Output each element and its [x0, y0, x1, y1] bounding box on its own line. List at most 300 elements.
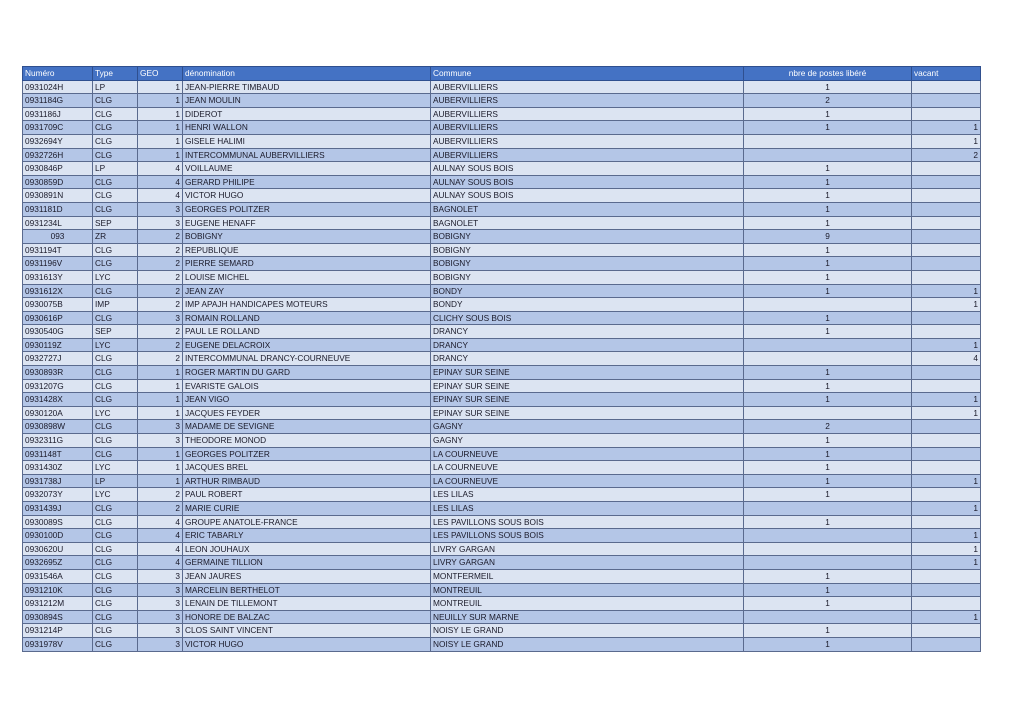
cell-postes: 1 — [744, 474, 912, 488]
cell-vacant — [912, 447, 981, 461]
cell-vacant — [912, 189, 981, 203]
cell-geo: 1 — [138, 121, 183, 135]
table-row — [23, 610, 981, 624]
cell-type: CLG — [93, 556, 138, 570]
cell-postes: 1 — [744, 162, 912, 176]
cell-vacant: 1 — [912, 556, 981, 570]
cell-type: LP — [93, 162, 138, 176]
cell-numero: 0931196V — [23, 257, 93, 271]
cell-denomination: PAUL LE ROLLAND — [183, 325, 431, 339]
cell-commune: DRANCY — [431, 325, 744, 339]
table-row — [23, 338, 981, 352]
cell-vacant — [912, 107, 981, 121]
cell-numero: 0930620U — [23, 542, 93, 556]
cell-denomination: VICTOR HUGO — [183, 189, 431, 203]
cell-commune: BOBIGNY — [431, 243, 744, 257]
cell-numero: 0930616P — [23, 311, 93, 325]
cell-postes — [744, 529, 912, 543]
cell-numero: 0931234L — [23, 216, 93, 230]
cell-commune: BAGNOLET — [431, 216, 744, 230]
cell-commune: EPINAY SUR SEINE — [431, 366, 744, 380]
cell-denomination: MADAME DE SEVIGNE — [183, 420, 431, 434]
cell-numero: 0930891N — [23, 189, 93, 203]
cell-vacant — [912, 420, 981, 434]
cell-postes: 1 — [744, 216, 912, 230]
cell-numero: 0931612X — [23, 284, 93, 298]
cell-denomination: INTERCOMMUNAL DRANCY-COURNEUVE — [183, 352, 431, 366]
table-row — [23, 257, 981, 271]
cell-vacant — [912, 325, 981, 339]
table-row — [23, 107, 981, 121]
cell-commune: EPINAY SUR SEINE — [431, 379, 744, 393]
cell-postes: 1 — [744, 447, 912, 461]
cell-type: CLG — [93, 379, 138, 393]
cell-commune: AULNAY SOUS BOIS — [431, 189, 744, 203]
cell-type: CLG — [93, 434, 138, 448]
cell-geo: 2 — [138, 502, 183, 516]
cell-postes: 1 — [744, 175, 912, 189]
cell-numero: 093 — [23, 230, 93, 244]
cell-postes: 1 — [744, 284, 912, 298]
cell-vacant — [912, 175, 981, 189]
cell-geo: 3 — [138, 583, 183, 597]
cell-commune: BONDY — [431, 298, 744, 312]
table-row — [23, 529, 981, 543]
cell-postes: 2 — [744, 94, 912, 108]
cell-denomination: JEAN VIGO — [183, 393, 431, 407]
cell-numero: 0930846P — [23, 162, 93, 176]
cell-denomination: THEODORE MONOD — [183, 434, 431, 448]
cell-postes: 1 — [744, 515, 912, 529]
cell-type: ZR — [93, 230, 138, 244]
cell-postes: 1 — [744, 107, 912, 121]
cell-type: CLG — [93, 311, 138, 325]
cell-postes: 1 — [744, 461, 912, 475]
cell-vacant — [912, 243, 981, 257]
cell-denomination: HENRI WALLON — [183, 121, 431, 135]
cell-type: CLG — [93, 610, 138, 624]
table-row — [23, 80, 981, 94]
cell-numero: 0930898W — [23, 420, 93, 434]
cell-geo: 1 — [138, 379, 183, 393]
cell-vacant — [912, 311, 981, 325]
cell-denomination: LENAIN DE TILLEMONT — [183, 597, 431, 611]
table-row — [23, 121, 981, 135]
cell-type: LYC — [93, 406, 138, 420]
cell-type: CLG — [93, 583, 138, 597]
cell-postes — [744, 406, 912, 420]
cell-commune: AUBERVILLIERS — [431, 121, 744, 135]
cell-denomination: GERARD PHILIPE — [183, 175, 431, 189]
cell-numero: 0930089S — [23, 515, 93, 529]
cell-numero: 0930100D — [23, 529, 93, 543]
cell-denomination: JEAN JAURES — [183, 569, 431, 583]
table-header — [23, 67, 981, 81]
cell-vacant — [912, 569, 981, 583]
cell-geo: 2 — [138, 230, 183, 244]
cell-type: CLG — [93, 515, 138, 529]
cell-vacant — [912, 515, 981, 529]
table-row — [23, 189, 981, 203]
table-row — [23, 94, 981, 108]
table-row — [23, 488, 981, 502]
cell-postes: 1 — [744, 257, 912, 271]
cell-geo: 1 — [138, 461, 183, 475]
table-row — [23, 556, 981, 570]
table-row — [23, 216, 981, 230]
cell-commune: BOBIGNY — [431, 270, 744, 284]
cell-commune: MONTREUIL — [431, 583, 744, 597]
cell-commune: LES PAVILLONS SOUS BOIS — [431, 529, 744, 543]
cell-vacant: 2 — [912, 148, 981, 162]
cell-type: CLG — [93, 529, 138, 543]
table-row — [23, 148, 981, 162]
cell-type: CLG — [93, 94, 138, 108]
cell-vacant: 1 — [912, 298, 981, 312]
header-geo: GEO — [138, 67, 183, 81]
cell-geo: 4 — [138, 189, 183, 203]
cell-denomination: JACQUES FEYDER — [183, 406, 431, 420]
cell-numero: 0930075B — [23, 298, 93, 312]
cell-vacant: 1 — [912, 474, 981, 488]
cell-numero: 0931210K — [23, 583, 93, 597]
cell-vacant — [912, 216, 981, 230]
cell-vacant: 1 — [912, 134, 981, 148]
table-row — [23, 597, 981, 611]
table-row — [23, 379, 981, 393]
cell-type: LYC — [93, 338, 138, 352]
cell-numero: 0931212M — [23, 597, 93, 611]
cell-geo: 2 — [138, 352, 183, 366]
cell-vacant — [912, 624, 981, 638]
cell-commune: EPINAY SUR SEINE — [431, 393, 744, 407]
cell-type: CLG — [93, 502, 138, 516]
header-denomination: dénomination — [183, 67, 431, 81]
cell-type: CLG — [93, 393, 138, 407]
cell-denomination: BOBIGNY — [183, 230, 431, 244]
cell-postes: 1 — [744, 189, 912, 203]
cell-postes: 1 — [744, 393, 912, 407]
cell-vacant — [912, 230, 981, 244]
cell-numero: 0931186J — [23, 107, 93, 121]
cell-vacant — [912, 488, 981, 502]
cell-vacant — [912, 583, 981, 597]
cell-geo: 1 — [138, 366, 183, 380]
cell-postes: 9 — [744, 230, 912, 244]
cell-commune: BOBIGNY — [431, 257, 744, 271]
cell-type: CLG — [93, 352, 138, 366]
cell-denomination: INTERCOMMUNAL AUBERVILLIERS — [183, 148, 431, 162]
table-row — [23, 352, 981, 366]
cell-geo: 1 — [138, 94, 183, 108]
cell-type: CLG — [93, 257, 138, 271]
cell-postes — [744, 352, 912, 366]
cell-postes: 1 — [744, 488, 912, 502]
cell-commune: AUBERVILLIERS — [431, 107, 744, 121]
cell-postes: 1 — [744, 569, 912, 583]
cell-vacant — [912, 461, 981, 475]
cell-commune: LES LILAS — [431, 488, 744, 502]
cell-postes: 1 — [744, 583, 912, 597]
cell-postes: 1 — [744, 325, 912, 339]
cell-commune: LES PAVILLONS SOUS BOIS — [431, 515, 744, 529]
cell-geo: 1 — [138, 80, 183, 94]
table-row — [23, 230, 981, 244]
cell-geo: 4 — [138, 529, 183, 543]
cell-commune: CLICHY SOUS BOIS — [431, 311, 744, 325]
cell-geo: 3 — [138, 597, 183, 611]
cell-numero: 0931613Y — [23, 270, 93, 284]
cell-vacant: 1 — [912, 338, 981, 352]
cell-postes: 1 — [744, 434, 912, 448]
cell-type: SEP — [93, 216, 138, 230]
cell-numero: 0931024H — [23, 80, 93, 94]
cell-type: LP — [93, 80, 138, 94]
cell-numero: 0932311G — [23, 434, 93, 448]
table-row — [23, 434, 981, 448]
cell-numero: 0931181D — [23, 202, 93, 216]
cell-vacant: 1 — [912, 393, 981, 407]
cell-numero: 0930859D — [23, 175, 93, 189]
cell-denomination: LOUISE MICHEL — [183, 270, 431, 284]
cell-geo: 3 — [138, 624, 183, 638]
cell-commune: LIVRY GARGAN — [431, 556, 744, 570]
cell-vacant: 1 — [912, 406, 981, 420]
table-row — [23, 311, 981, 325]
cell-denomination: PIERRE SEMARD — [183, 257, 431, 271]
cell-type: CLG — [93, 624, 138, 638]
cell-geo: 3 — [138, 610, 183, 624]
cell-denomination: CLOS SAINT VINCENT — [183, 624, 431, 638]
cell-geo: 1 — [138, 134, 183, 148]
cell-vacant: 1 — [912, 502, 981, 516]
table-row — [23, 474, 981, 488]
cell-postes: 1 — [744, 243, 912, 257]
cell-numero: 0931738J — [23, 474, 93, 488]
cell-geo: 3 — [138, 311, 183, 325]
cell-type: CLG — [93, 134, 138, 148]
cell-vacant — [912, 270, 981, 284]
cell-postes — [744, 148, 912, 162]
cell-numero: 0931439J — [23, 502, 93, 516]
table-row — [23, 447, 981, 461]
cell-numero: 0932727J — [23, 352, 93, 366]
cell-postes — [744, 556, 912, 570]
cell-denomination: HONORE DE BALZAC — [183, 610, 431, 624]
table-row — [23, 406, 981, 420]
cell-denomination: JEAN MOULIN — [183, 94, 431, 108]
cell-numero: 0931546A — [23, 569, 93, 583]
table-row — [23, 502, 981, 516]
cell-type: IMP — [93, 298, 138, 312]
cell-numero: 0931709C — [23, 121, 93, 135]
cell-numero: 0931148T — [23, 447, 93, 461]
header-postes: nbre de postes libéré — [744, 67, 912, 81]
cell-vacant — [912, 379, 981, 393]
cell-postes — [744, 502, 912, 516]
cell-geo: 2 — [138, 270, 183, 284]
cell-denomination: ERIC TABARLY — [183, 529, 431, 543]
cell-denomination: GEORGES POLITZER — [183, 202, 431, 216]
cell-geo: 2 — [138, 325, 183, 339]
cell-vacant: 4 — [912, 352, 981, 366]
table-row — [23, 202, 981, 216]
cell-denomination: GERMAINE TILLION — [183, 556, 431, 570]
cell-commune: LES LILAS — [431, 502, 744, 516]
cell-vacant: 1 — [912, 610, 981, 624]
cell-denomination: ROGER MARTIN DU GARD — [183, 366, 431, 380]
cell-geo: 2 — [138, 257, 183, 271]
cell-geo: 3 — [138, 637, 183, 651]
cell-postes: 1 — [744, 366, 912, 380]
cell-geo: 3 — [138, 202, 183, 216]
cell-postes: 1 — [744, 379, 912, 393]
table-row — [23, 624, 981, 638]
cell-postes: 2 — [744, 420, 912, 434]
cell-type: CLG — [93, 107, 138, 121]
cell-vacant — [912, 366, 981, 380]
cell-vacant — [912, 162, 981, 176]
cell-type: CLG — [93, 121, 138, 135]
cell-numero: 0931207G — [23, 379, 93, 393]
cell-denomination: EUGENE DELACROIX — [183, 338, 431, 352]
cell-postes — [744, 610, 912, 624]
cell-geo: 2 — [138, 243, 183, 257]
cell-denomination: PAUL ROBERT — [183, 488, 431, 502]
cell-postes: 1 — [744, 637, 912, 651]
cell-geo: 4 — [138, 556, 183, 570]
cell-commune: DRANCY — [431, 352, 744, 366]
cell-denomination: GISELE HALIMI — [183, 134, 431, 148]
cell-denomination: EUGENE HENAFF — [183, 216, 431, 230]
table-row — [23, 542, 981, 556]
cell-postes: 1 — [744, 311, 912, 325]
cell-geo: 1 — [138, 148, 183, 162]
cell-geo: 4 — [138, 162, 183, 176]
table-row — [23, 270, 981, 284]
cell-denomination: VICTOR HUGO — [183, 637, 431, 651]
cell-denomination: LEON JOUHAUX — [183, 542, 431, 556]
cell-commune: AULNAY SOUS BOIS — [431, 175, 744, 189]
cell-denomination: JEAN ZAY — [183, 284, 431, 298]
cell-numero: 0932073Y — [23, 488, 93, 502]
cell-vacant — [912, 94, 981, 108]
table-row — [23, 637, 981, 651]
cell-vacant: 1 — [912, 284, 981, 298]
cell-numero: 0932695Z — [23, 556, 93, 570]
cell-numero: 0931194T — [23, 243, 93, 257]
cell-geo: 1 — [138, 406, 183, 420]
header-vacant: vacant — [912, 67, 981, 81]
cell-postes — [744, 542, 912, 556]
cell-type: CLG — [93, 366, 138, 380]
cell-commune: LA COURNEUVE — [431, 447, 744, 461]
cell-geo: 3 — [138, 434, 183, 448]
table-row — [23, 569, 981, 583]
table-row — [23, 243, 981, 257]
table-row — [23, 134, 981, 148]
cell-commune: AUBERVILLIERS — [431, 94, 744, 108]
cell-vacant: 1 — [912, 542, 981, 556]
cell-type: CLG — [93, 637, 138, 651]
cell-commune: AUBERVILLIERS — [431, 134, 744, 148]
header-type: Type — [93, 67, 138, 81]
cell-commune: NOISY LE GRAND — [431, 637, 744, 651]
cell-denomination: VOILLAUME — [183, 162, 431, 176]
cell-commune: AUBERVILLIERS — [431, 80, 744, 94]
table-row — [23, 420, 981, 434]
cell-geo: 1 — [138, 474, 183, 488]
table-row — [23, 175, 981, 189]
cell-numero: 0931214P — [23, 624, 93, 638]
cell-vacant — [912, 434, 981, 448]
cell-numero: 0930120A — [23, 406, 93, 420]
cell-denomination: IMP APAJH HANDICAPES MOTEURS — [183, 298, 431, 312]
cell-denomination: DIDEROT — [183, 107, 431, 121]
cell-type: LP — [93, 474, 138, 488]
cell-commune: NOISY LE GRAND — [431, 624, 744, 638]
cell-vacant — [912, 202, 981, 216]
cell-denomination: JACQUES BREL — [183, 461, 431, 475]
cell-denomination: JEAN-PIERRE TIMBAUD — [183, 80, 431, 94]
cell-denomination: EVARISTE GALOIS — [183, 379, 431, 393]
cell-geo: 1 — [138, 447, 183, 461]
cell-commune: GAGNY — [431, 434, 744, 448]
cell-postes: 1 — [744, 624, 912, 638]
cell-numero: 0930540G — [23, 325, 93, 339]
cell-commune: EPINAY SUR SEINE — [431, 406, 744, 420]
cell-geo: 4 — [138, 542, 183, 556]
cell-vacant — [912, 637, 981, 651]
cell-type: CLG — [93, 175, 138, 189]
cell-postes — [744, 298, 912, 312]
cell-type: CLG — [93, 597, 138, 611]
table-body — [23, 80, 981, 651]
cell-commune: AULNAY SOUS BOIS — [431, 162, 744, 176]
cell-geo: 4 — [138, 175, 183, 189]
cell-type: CLG — [93, 148, 138, 162]
cell-numero: 0930893R — [23, 366, 93, 380]
header-numero: Numéro — [23, 67, 93, 81]
table-row — [23, 583, 981, 597]
cell-denomination: REPUBLIQUE — [183, 243, 431, 257]
cell-postes — [744, 134, 912, 148]
cell-numero: 0931978V — [23, 637, 93, 651]
cell-numero: 0930119Z — [23, 338, 93, 352]
cell-type: SEP — [93, 325, 138, 339]
table-row — [23, 366, 981, 380]
cell-type: CLG — [93, 569, 138, 583]
cell-geo: 2 — [138, 298, 183, 312]
cell-numero: 0930894S — [23, 610, 93, 624]
cell-commune: BAGNOLET — [431, 202, 744, 216]
cell-commune: BOBIGNY — [431, 230, 744, 244]
cell-commune: GAGNY — [431, 420, 744, 434]
cell-type: LYC — [93, 270, 138, 284]
cell-postes: 1 — [744, 80, 912, 94]
cell-geo: 1 — [138, 393, 183, 407]
cell-geo: 3 — [138, 420, 183, 434]
cell-commune: DRANCY — [431, 338, 744, 352]
cell-type: CLG — [93, 202, 138, 216]
cell-postes: 1 — [744, 597, 912, 611]
cell-type: LYC — [93, 488, 138, 502]
cell-numero: 0932694Y — [23, 134, 93, 148]
cell-type: CLG — [93, 284, 138, 298]
table-row — [23, 325, 981, 339]
cell-denomination: ARTHUR RIMBAUD — [183, 474, 431, 488]
cell-type: CLG — [93, 189, 138, 203]
